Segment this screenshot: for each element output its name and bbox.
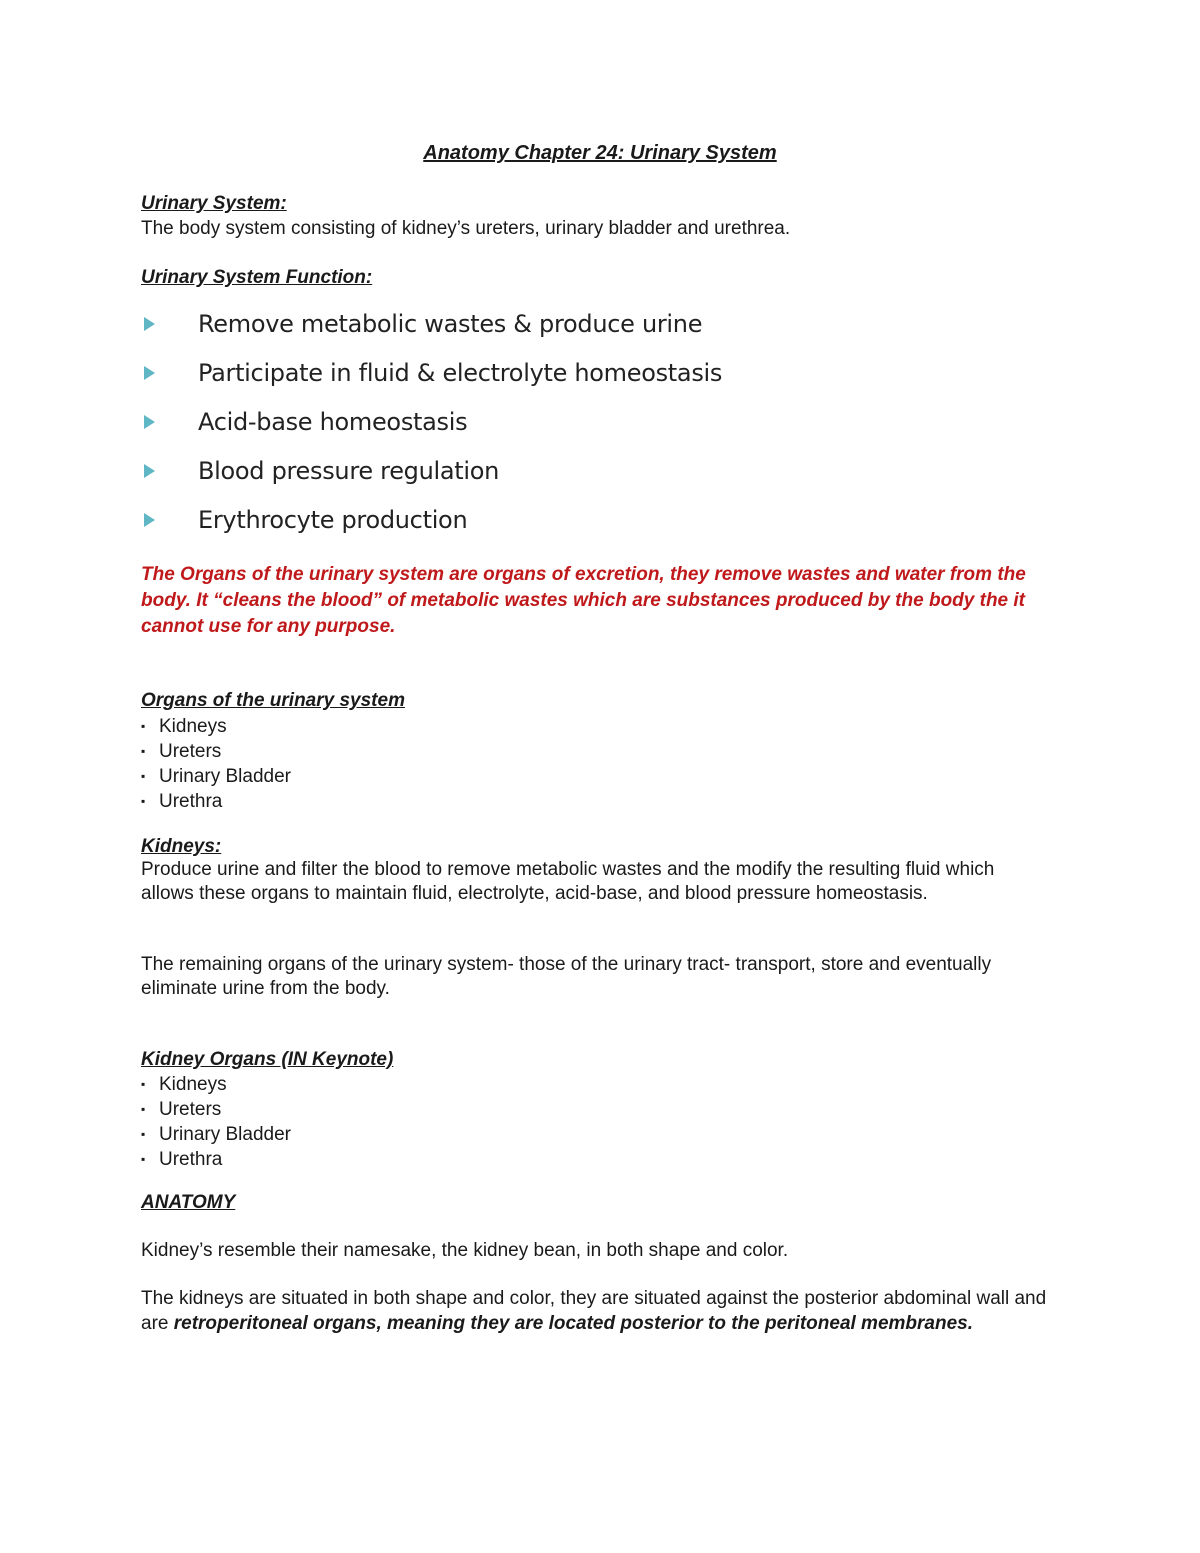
function-item: [141, 310, 702, 338]
function-item-text: Remove metabolic wastes & produce urine: [198, 310, 703, 338]
triangle-bullet-icon: [144, 366, 155, 380]
anatomy-paragraph-1: Kidney’s resemble their namesake, the kidney bean, in both shape and color.: [141, 1240, 789, 1261]
kidney-organs-list: [141, 1072, 291, 1172]
page-title: Anatomy Chapter 24: Urinary System: [423, 142, 777, 164]
list-item: ▪ Ureters: [141, 1097, 291, 1122]
function-heading: Urinary System Function:: [141, 267, 373, 288]
list-item: ▪ Ureters: [141, 739, 291, 764]
anatomy-paragraph-2-emphasis: retroperitoneal organs, meaning they are located posterior to the peritoneal membranes.: [173, 1313, 974, 1334]
kidney-organs-heading: Kidney Organs (IN Keynote): [141, 1049, 394, 1070]
list-item: ▪ Urinary Bladder: [141, 1122, 291, 1147]
triangle-bullet-icon: [144, 317, 155, 331]
list-item: ▪ Urethra: [141, 789, 291, 814]
function-item-text: Blood pressure regulation: [198, 457, 500, 485]
anatomy-paragraph-2: [141, 1286, 1051, 1336]
triangle-bullet-icon: [144, 513, 155, 527]
excretion-note: The Organs of the urinary system are organs of excretion, they remove wastes and water from the body. It “cleans the blood” of metabolic wastes which are substances produced by the body the it cannot use for any purpose.: [141, 564, 1026, 637]
kidneys-heading: Kidneys:: [141, 836, 222, 857]
list-item: ▪ Kidneys: [141, 714, 291, 739]
urinary-system-definition: The body system consisting of kidney’s ureters, urinary bladder and urethrea.: [141, 218, 791, 239]
organs-heading: Organs of the urinary system: [141, 690, 405, 711]
list-item: ▪ Urethra: [141, 1147, 291, 1172]
function-item: [141, 506, 467, 534]
urinary-system-heading: Urinary System:: [141, 193, 287, 214]
anatomy-heading: ANATOMY: [141, 1192, 236, 1213]
organs-list: [141, 714, 291, 814]
function-item: [141, 457, 499, 485]
list-item: ▪ Kidneys: [141, 1072, 291, 1097]
function-item-text: Acid-base homeostasis: [198, 408, 468, 436]
remaining-organs-text: The remaining organs of the urinary system- those of the urinary tract- transport, store and eventually eliminate urine from the body.: [141, 954, 992, 999]
triangle-bullet-icon: [144, 415, 155, 429]
function-item-text: Participate in fluid & electrolyte homeostasis: [198, 359, 723, 387]
anatomy-paragraph-2-text: The kidneys are situated in both shape and color, they are situated against the posterior abdominal wall and are: [141, 1288, 1047, 1334]
function-item: [141, 359, 722, 387]
function-item-text: Erythrocyte production: [198, 506, 468, 534]
list-item: ▪ Urinary Bladder: [141, 764, 291, 789]
function-item: [141, 408, 467, 436]
triangle-bullet-icon: [144, 464, 155, 478]
kidneys-description: Produce urine and filter the blood to remove metabolic wastes and the modify the resulting fluid which allows these organs to maintain fluid, electrolyte, acid-base, and blood pressure homeostasis.: [141, 859, 995, 904]
